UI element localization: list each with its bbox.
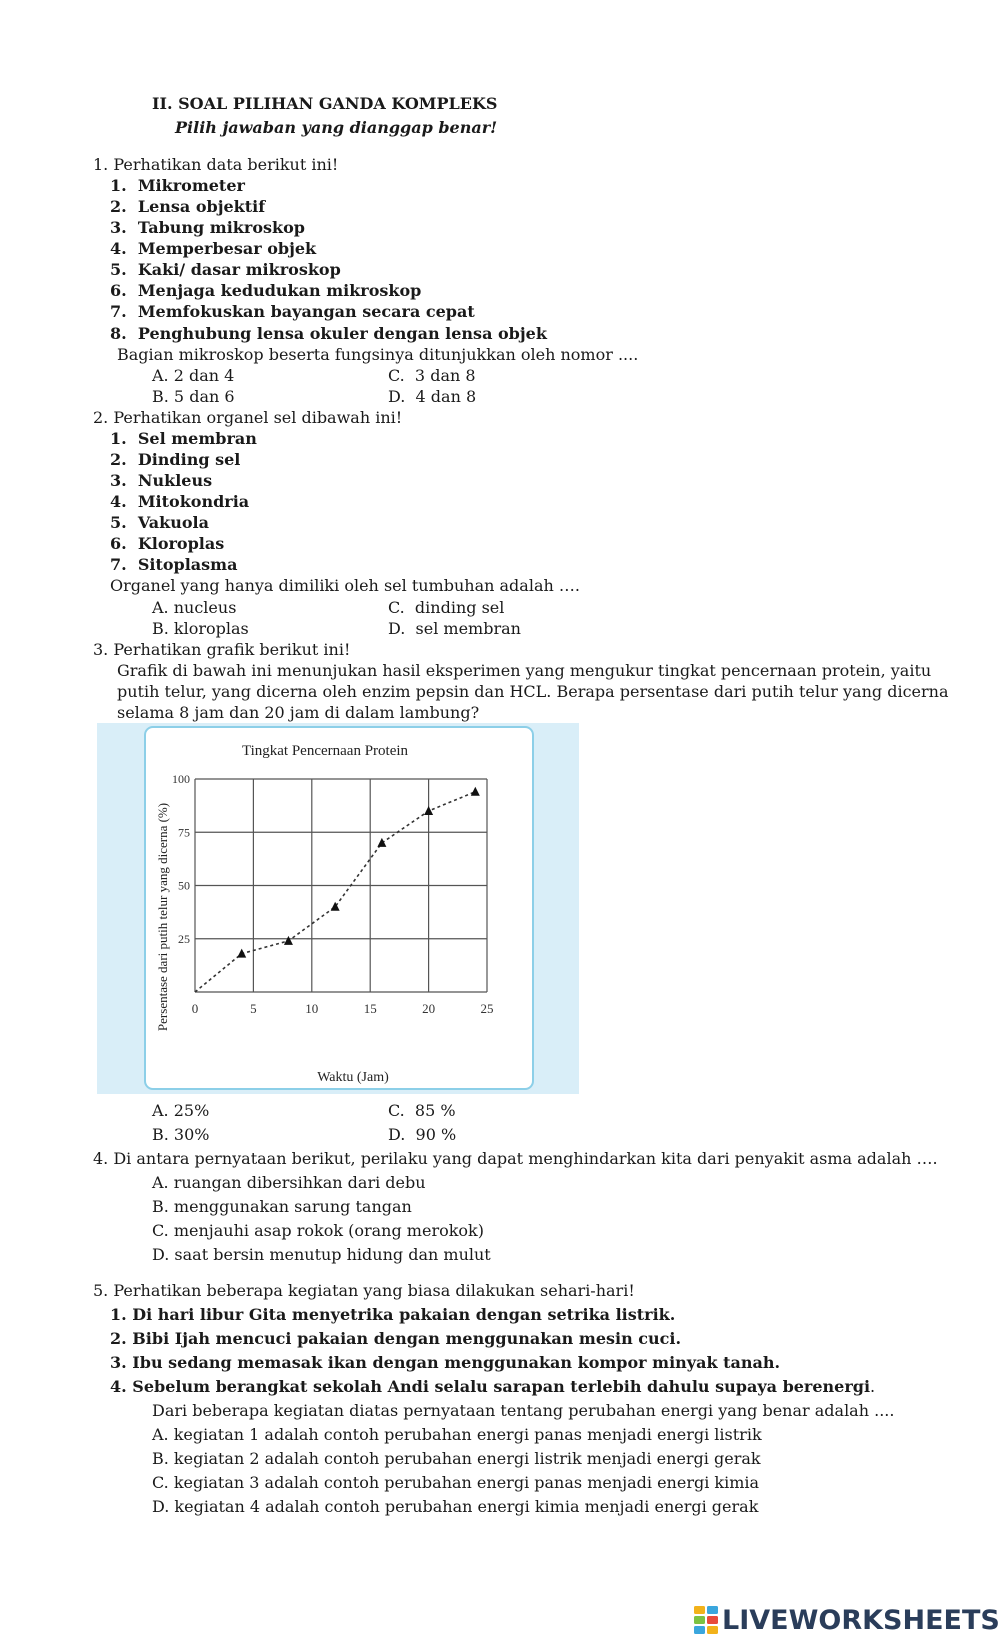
q2-item: 3. Nukleus xyxy=(110,471,213,490)
protein-digestion-chart xyxy=(97,723,579,1094)
q2-item: 7. Sitoplasma xyxy=(110,555,238,574)
y-tick-label: 50 xyxy=(178,878,190,893)
q1-stem: 1. Perhatikan data berikut ini! xyxy=(93,155,339,174)
liveworksheets-logo[interactable] xyxy=(694,1605,1000,1635)
q2-item: 4. Mitokondria xyxy=(110,492,250,511)
q1-item: 7. Memfokuskan bayangan secara cepat xyxy=(110,302,475,321)
q5-option-c[interactable]: C. kegiatan 3 adalah contoh perubahan energi panas menjadi energi kimia xyxy=(152,1473,760,1492)
x-tick-label: 25 xyxy=(480,1001,494,1016)
q1-item: 8. Penghubung lensa okuler dengan lensa objek xyxy=(110,324,547,343)
liveworksheets-logo-icon xyxy=(694,1606,718,1634)
q5-item-4-text: 4. Sebelum berangkat sekolah Andi selalu sarapan terlebih dahulu supaya berenergi xyxy=(110,1377,871,1396)
q3-option-b[interactable]: B. 30% xyxy=(152,1125,210,1144)
x-tick-label: 5 xyxy=(250,1001,257,1016)
q5-option-d[interactable]: D. kegiatan 4 adalah contoh perubahan energi kimia menjadi energi gerak xyxy=(152,1497,759,1516)
q1-option-c[interactable]: C. 3 dan 8 xyxy=(388,366,476,385)
q5-item xyxy=(110,1379,875,1395)
q4-option-a[interactable]: A. ruangan dibersihkan dari debu xyxy=(152,1173,426,1192)
q2-option-c[interactable]: C. dinding sel xyxy=(388,598,505,617)
y-tick-label: 100 xyxy=(172,772,190,786)
q3-description: Grafik di bawah ini menunjukan hasil eksperimen yang mengukur tingkat pencernaan protein, yaitu xyxy=(117,661,932,680)
q2-item: 6. Kloroplas xyxy=(110,534,225,553)
q1-item: 1. Mikrometer xyxy=(110,176,245,195)
q2-option-b[interactable]: B. kloroplas xyxy=(152,619,249,638)
x-tick-label: 10 xyxy=(305,1001,319,1016)
q1-option-a[interactable]: A. 2 dan 4 xyxy=(152,366,235,385)
q3-option-a[interactable]: A. 25% xyxy=(152,1101,210,1120)
q1-option-b[interactable]: B. 5 dan 6 xyxy=(152,387,235,406)
q2-stem: 2. Perhatikan organel sel dibawah ini! xyxy=(93,408,403,427)
x-tick-label: 15 xyxy=(363,1001,377,1016)
q5-item: 3. Ibu sedang memasak ikan dengan menggunakan kompor minyak tanah. xyxy=(110,1353,781,1372)
q2-option-d[interactable]: D. sel membran xyxy=(388,619,521,638)
chart-container xyxy=(97,723,579,1094)
q5-question: Dari beberapa kegiatan diatas pernyataan tentang perubahan energi yang benar adalah .... xyxy=(152,1401,895,1420)
x-tick-label: 0 xyxy=(191,1001,199,1016)
q1-item: 4. Memperbesar objek xyxy=(110,239,317,258)
q1-item: 3. Tabung mikroskop xyxy=(110,218,305,237)
q2-option-a[interactable]: A. nucleus xyxy=(152,598,237,617)
q3-stem: 3. Perhatikan grafik berikut ini! xyxy=(93,640,351,659)
section-instruction: Pilih jawaban yang dianggap benar! xyxy=(175,118,498,137)
chart-title: Tingkat Pencernaan Protein xyxy=(241,743,409,759)
q3-option-d[interactable]: D. 90 % xyxy=(388,1125,457,1144)
liveworksheets-logo-text: LIVEWORKSHEETS xyxy=(722,1604,1000,1636)
q2-question: Organel yang hanya dimiliki oleh sel tumbuhan adalah …. xyxy=(110,576,580,595)
section-title: II. SOAL PILIHAN GANDA KOMPLEKS xyxy=(152,94,498,113)
plot-frame xyxy=(145,727,533,1089)
q5-option-a[interactable]: A. kegiatan 1 adalah contoh perubahan energi panas menjadi energi listrik xyxy=(152,1425,762,1444)
q1-question: Bagian mikroskop beserta fungsinya ditunjukkan oleh nomor .... xyxy=(117,345,639,364)
x-tick-label: 20 xyxy=(422,1001,436,1016)
q3-description: putih telur, yang dicerna oleh enzim pepsin dan HCL. Berapa persentase dari putih telur yang dicerna xyxy=(117,682,949,701)
q1-item: 2. Lensa objektif xyxy=(110,197,266,216)
q2-item: 2. Dinding sel xyxy=(110,450,241,469)
q4-option-b[interactable]: B. menggunakan sarung tangan xyxy=(152,1197,412,1216)
y-tick-label: 75 xyxy=(178,825,190,840)
q5-item-4-period: . xyxy=(870,1377,876,1396)
q4-option-c[interactable]: C. menjauhi asap rokok (orang merokok) xyxy=(152,1221,484,1240)
q3-option-c[interactable]: C. 85 % xyxy=(388,1101,456,1120)
q5-item: 2. Bibi Ijah mencuci pakaian dengan menggunakan mesin cuci. xyxy=(110,1329,682,1348)
q5-stem: 5. Perhatikan beberapa kegiatan yang biasa dilakukan sehari-hari! xyxy=(93,1281,635,1300)
q2-item: 5. Vakuola xyxy=(110,513,209,532)
q2-item: 1. Sel membran xyxy=(110,429,257,448)
q1-item: 5. Kaki/ dasar mikroskop xyxy=(110,260,341,279)
q4-stem: 4. Di antara pernyataan berikut, perilaku yang dapat menghindarkan kita dari penyakit asma adalah …. xyxy=(93,1149,938,1168)
q5-option-b[interactable]: B. kegiatan 2 adalah contoh perubahan energi listrik menjadi energi gerak xyxy=(152,1449,761,1468)
q4-option-d[interactable]: D. saat bersin menutup hidung dan mulut xyxy=(152,1245,491,1264)
x-axis-label: Waktu (Jam) xyxy=(317,1070,389,1085)
q1-item: 6. Menjaga kedudukan mikroskop xyxy=(110,281,422,300)
y-tick-label: 25 xyxy=(178,931,190,946)
q5-item: 1. Di hari libur Gita menyetrika pakaian dengan setrika listrik. xyxy=(110,1305,676,1324)
q1-option-d[interactable]: D. 4 dan 8 xyxy=(388,387,477,406)
q3-description: selama 8 jam dan 20 jam di dalam lambung? xyxy=(117,703,480,722)
y-axis-label: Persentase dari putih telur yang dicerna (%) xyxy=(155,802,170,1032)
